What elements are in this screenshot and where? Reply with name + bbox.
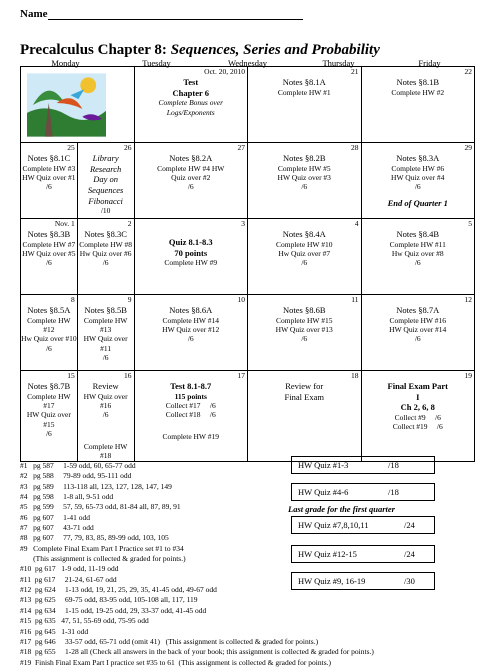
list-item: #10 pg 617 1-9 odd, 11-19 odd [20,564,119,574]
day-label: Friday [418,58,441,68]
list-item: #11 pg 617 21-24, 61-67 odd [20,574,117,584]
cell-line: HW Quiz over #12 [162,325,220,334]
calendar-cell [134,371,248,462]
title-subtitle: Sequences, Series and Probability [170,42,380,58]
list-item: #7 pg 607 43-71 odd [20,523,94,533]
cell-line: Ch 2, 6, 8 [400,402,435,413]
clipart-cell [21,67,135,143]
cell-line: /6 [45,182,52,192]
calendar-cell [248,371,362,462]
cell-date: 12 [464,295,472,304]
cell-line: Complete HW #16 [389,315,447,325]
cell-line: Complete HW #15 [275,315,333,325]
calendar-cell [248,219,362,295]
cell-line: 70 points [174,247,208,258]
calendar-cell [21,219,78,295]
calendar-grid [20,66,475,462]
cell-line: Complete HW #4 HW [157,163,225,173]
cell-line: Notes §8.5B [84,305,127,315]
name-label: Name [20,8,48,20]
cell-line: Complete HW #10 [275,239,333,249]
cell-date: 5 [468,219,472,228]
list-item: #18 pg 655 1-28 all (Check all answers in the back of your book; this assignment is collected & graded for points.) [20,647,374,657]
cell-line: Final Exam Part [387,381,448,391]
calendar-cell [361,295,475,371]
cell-line: Notes §8.7A [396,305,440,315]
cell-date: 25 [67,143,75,152]
list-item: #15 pg 635 47, 51, 55-69 odd, 75-95 odd [20,616,149,626]
cell-line: Notes §8.7B [27,381,71,391]
quiz-label: HW Quiz #12-15 [298,549,357,559]
cell-date: 8 [71,295,75,304]
cell-line: 115 points [174,391,207,401]
cell-line: Day on [93,174,119,185]
cell-date: 29 [464,143,472,152]
cell-line: Review [92,381,119,391]
cell-line: Review for [285,381,324,391]
list-item: #13 pg 625 69-75 odd, 83-95 odd, 105-108 all, 117, 119 [20,595,198,605]
cell-line: Library Research [89,153,122,174]
list-item: #8 pg 607 77, 79, 83, 85, 89-99 odd, 103, 105 [20,533,169,543]
cell-date: 10 [237,295,245,304]
cell-line: /6 [414,334,421,344]
cell-line: Quiz over #2 [171,173,211,182]
quiz-score: /24 [404,520,415,530]
title-main: Precalculus Chapter 8: [20,42,167,58]
list-item: #16 pg 645 1-31 odd [20,626,89,636]
quiz-score-box [291,572,435,590]
day-label: Tuesday [142,58,171,68]
list-item: #19 Finish Final Exam Part I practice set #35 to 61 (This assignment is collected & graded for points.) [20,657,331,667]
cell-line: HW Quiz over #16 [83,391,128,410]
cell-line: Complete HW #3 [22,163,76,173]
quiz-label: HW Quiz #4-6 [298,487,349,497]
cell-line: /6 [45,429,52,439]
calendar-cell [77,219,134,295]
calendar-cell [134,67,248,143]
calendar-cell [77,295,134,371]
cell-line: Notes §8.6A [169,305,213,315]
cell-line: Test 8.1-8.7 [170,381,212,391]
cell-line: /6 [301,334,308,344]
cell-line: Hw Quiz over #8 [391,249,444,258]
cell-line: Complete HW #5 [277,163,331,173]
cell-date: 4 [354,219,359,228]
cell-line: Complete HW #13 [83,315,128,334]
cell-line: Notes §8.3B [27,229,71,239]
cell-line: /6 [301,182,308,192]
list-item: #5 pg 599 57, 59, 65-73 odd, 81-84 all, 87, 89, 91 [20,502,181,512]
cell-line: Chapter 6 [172,87,209,98]
calendar-cell [21,295,78,371]
name-blank[interactable] [48,9,303,20]
name-field[interactable] [20,8,303,20]
quiz-score-box [291,545,435,563]
cell-line: Collect #9 /6 [394,412,441,422]
calendar-cell [248,295,362,371]
quiz-score: /30 [404,576,415,586]
cell-line: Collect #17 /6 [165,401,216,410]
cell-line: HW Quiz over #5 [22,249,76,258]
calendar-cell [77,371,134,462]
cell-line: /6 [414,258,421,268]
cell-line: Notes §8.6B [283,305,326,315]
cell-date: 27 [237,143,245,152]
cell-line: HW Quiz over #3 [277,173,331,182]
quiz-score-box [291,456,435,474]
day-label: Wednesday [228,58,267,68]
cell-line: Complete HW #19 [162,431,220,441]
cell-line: /6 [301,258,308,268]
list-item: #2 pg 588 79-89 odd, 95-111 odd [20,471,132,481]
cell-line: Collect #19 /6 [392,422,443,432]
cell-line: /6 [102,410,109,420]
calendar-cell [361,143,475,219]
cell-line: Complete HW #18 [83,441,128,461]
cell-line: HW Quiz over #4 [391,173,445,182]
cell-line: Complete HW #1 [277,87,331,97]
cell-line: Complete HW #6 [391,163,445,173]
list-item: #1 pg 587 1-59 odd, 60, 65-77 odd [20,461,136,470]
cell-line: Notes §8.2B [283,153,326,163]
day-label: Monday [51,58,80,68]
quiz-score: /18 [388,460,399,470]
cell-line: Notes §8.1C [27,153,71,163]
cell-line: /6 [45,343,52,353]
cell-line: Collect #18 /6 [165,410,216,420]
calendar-cell [361,371,475,462]
quiz-score: /24 [404,549,415,559]
cell-line: Test [183,77,199,87]
list-item: #9 Complete Final Exam Part I Practice set #1 to #34 [20,543,184,553]
cell-line: /6 [187,182,194,192]
cell-line: Complete HW #14 [162,315,220,325]
calendar-cell [361,67,475,143]
cell-line: Notes §8.2A [169,153,213,163]
cell-date: 28 [351,143,359,152]
cell-line: Sequences [87,184,124,195]
cell-line: Complete HW #9 [164,258,218,268]
cell-date: 26 [124,143,132,152]
cell-line: Hw Quiz over #10 [21,334,77,344]
cell-date: Nov. 1 [54,219,75,228]
cell-line: I [416,391,420,402]
cell-line: Complete HW #11 [389,239,446,249]
calendar-cell [21,371,78,462]
calendar-cell [248,67,362,143]
cell-line: HW Quiz over #14 [389,325,447,334]
page-title [20,42,380,59]
calendar-cell [134,295,248,371]
bird-tree-icon [27,73,106,137]
cell-date: 16 [124,371,132,380]
cell-line: Hw Quiz over #6 [79,249,132,258]
calendar-cell [77,143,134,219]
day-label: Thursday [322,58,355,68]
quiz-label: HW Quiz #1-3 [298,460,349,470]
cell-date: 15 [67,371,75,380]
end-of-quarter-label: End of Quarter 1 [387,197,448,208]
list-item: #12 pg 624 1-13 odd, 19, 21, 25, 29, 35, 41-45 odd, 49-67 odd [20,585,217,595]
calendar-cell [361,219,475,295]
cell-line: Complete HW #12 [27,315,71,334]
cell-date: 11 [351,295,359,304]
list-item: (This assignment is collected & graded for points.) [20,554,186,564]
quiz-score-box [291,483,435,501]
cell-date: 17 [237,371,245,380]
cell-date: Oct. 20, 2010 [204,67,245,76]
cell-line: Notes §8.3C [84,229,127,239]
cell-date: 2 [127,219,132,228]
cell-date: 3 [241,219,245,228]
cell-date: 22 [464,67,472,76]
cell-line: /6 [414,182,421,192]
cell-line: /6 [102,258,109,268]
calendar-cell [134,143,248,219]
cell-line: Fibonacci [88,195,123,206]
cell-line: /6 [187,334,194,344]
list-item: #14 pg 634 1-15 odd, 19-25 odd, 29, 33-37 odd, 41-45 odd [20,605,207,615]
cell-line: HW Quiz over #11 [83,334,128,353]
cell-line: /6 [45,258,52,268]
calendar-cell [134,219,248,295]
cell-line: HW Quiz over #1 [22,173,76,182]
cell-line: HW Quiz over #15 [26,410,71,429]
cell-line: Complete HW #17 [27,391,71,410]
cell-line: Complete HW #8 [79,239,133,249]
cell-line: Notes §8.5A [27,305,71,315]
list-item: #6 pg 607 1-41 odd [20,512,90,522]
cell-line: Notes §8.3A [396,153,440,163]
list-item: #3 pg 589 113-118 all, 123, 127, 128, 147, 149 [20,481,172,491]
cell-line: Notes §8.1A [282,77,326,87]
list-item: #17 pg 646 33-57 odd, 65-71 odd (omit 41) (This assignment is collected & graded for points.) [20,636,319,646]
cell-line: HW Quiz over #13 [275,325,333,334]
quiz-label: HW Quiz #7,8,10,11 [298,520,369,530]
cell-line: Complete Bonus over [158,98,224,108]
end-quarter-note: Last grade for the first quarter [288,504,395,514]
cell-date: 19 [464,371,472,380]
cell-line: Notes §8.4A [282,229,326,239]
cell-line: Hw Quiz over #7 [278,249,331,258]
cell-line: Notes §8.1B [396,77,439,87]
cell-line: Quiz 8.1-8.3 [168,237,213,247]
cell-line: Notes §8.4B [396,229,439,239]
cell-date: 18 [351,371,359,380]
cell-line: /6 [102,353,109,363]
cell-date: 9 [127,295,132,304]
calendar-cell [21,143,78,219]
cell-line: Complete HW #2 [391,87,445,97]
cell-line: /10 [100,206,111,216]
cell-line: Final Exam [284,391,324,402]
calendar-cell [248,143,362,219]
cell-date: 21 [351,67,359,76]
quiz-label: HW Quiz #9, 16-19 [298,576,366,586]
quiz-score: /18 [388,487,399,497]
cell-line: Complete HW #7 [22,239,76,249]
quiz-score-box [291,516,435,534]
list-item: #4 pg 598 1-8 all, 9-51 odd [20,492,114,502]
cell-line: Logs/Exponents [166,107,215,117]
